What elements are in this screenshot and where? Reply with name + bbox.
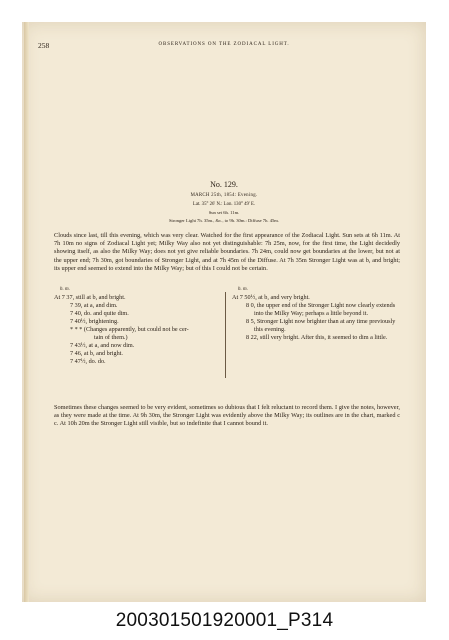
time-unit-header: h. m. — [238, 287, 248, 292]
intro-paragraph: Clouds since last, till this evening, which was very clear. Watched for the first appearance of the Zodiacal Light. Sun sets at 6h 11m. At 7h 10m no signs of Zodiacal Light yet; Milky Way also not yet distinguishable: 7h 25m, now, for the first time, the Light decidedly showing itself, as also the Milky Way; does not yet give reliable boundaries. 7h 24m, could now get boundaries at the lower, but not at the upper end; 7h 30m, got boundaries of Stronger Light, and at 7h 45m of the Diffuse. At 7h 35m Stronger Light was at b, and bright; its upper end seemed to extend into the Milky Way; but of this I could not be certain. — [54, 232, 400, 272]
closing-paragraph: Sometimes these changes seemed to be very evident, sometimes so dubious that I felt reluctant to record them. I give the notes, however, as they were made at the time. At 9h 30m, the Stronger Light was evidently above the Milky Way; its outlines are in the chart, marked c c. At 10h 20m the Stronger Light still visible, but so indefinite that I cannot bound it. — [54, 404, 400, 428]
right-column — [232, 286, 400, 342]
left-column — [54, 286, 220, 366]
page-header — [38, 41, 410, 51]
observation-columns — [54, 286, 400, 382]
entry-stronger-light: Stronger Light 7h. 35m., &c., to 9h. 30m.: Diffuse 7h. 45m. — [168, 218, 280, 223]
observation-line: * * * (Changes apparently, but could not be cer- — [70, 326, 189, 333]
observation-line: 7 40½, brightening. — [70, 318, 119, 325]
observation-line: 7 39, at a, and dim. — [70, 302, 118, 309]
observation-line: tain of them.) — [94, 334, 128, 341]
column-divider — [225, 292, 226, 378]
observation-line: 8 22, still very bright. After this, it seemed to dim a little. — [246, 334, 388, 341]
observation-line: 8 0, the upper end of the Stronger Light now clearly extends into the Milky Way; perhaps a little beyond it. — [246, 302, 396, 317]
observation-line: At 7 50½, at b, and very bright. — [232, 294, 310, 301]
observation-line: 8 5, Stronger Light now brighter than at any time previously this evening. — [246, 318, 396, 333]
running-title: OBSERVATIONS ON THE ZODIACAL LIGHT. — [158, 42, 290, 47]
observation-line: 7 43½, at a, and now dim. — [70, 342, 135, 349]
entry-number: No. 129. — [210, 180, 238, 189]
entry-sunset: Sun set 6h. 11m. — [208, 210, 240, 215]
observation-line: At 7 37, still at b, and bright. — [54, 294, 126, 301]
entry-coordinates: Lat. 35° 26' N.: Lon. 130° 49' E. — [192, 202, 256, 207]
scanned-page — [22, 22, 426, 602]
page-binding-edge — [24, 22, 29, 602]
entry-date: MARCH 25th, 1854: Evening. — [190, 193, 258, 198]
image-id-caption: 200301501920001_P314 — [115, 610, 334, 631]
observation-line: 7 46, at b, and bright. — [70, 350, 123, 357]
observation-line: 7 40, do. and quite dim. — [70, 310, 129, 317]
observation-line: 7 47½, do. do. — [70, 358, 106, 365]
page-number: 258 — [38, 41, 50, 50]
time-unit-header: h. m. — [60, 287, 70, 292]
